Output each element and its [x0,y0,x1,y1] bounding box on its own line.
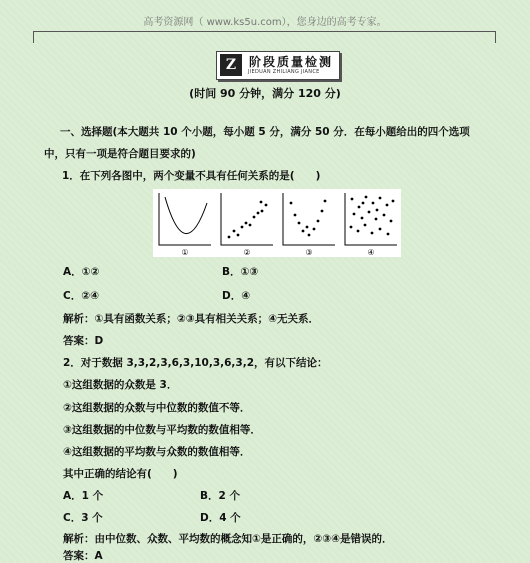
banner-logo: Z [220,54,242,76]
q1-option-a: A．①② [63,266,100,278]
plot4-axes [345,193,397,245]
plot3-axes [283,193,335,245]
site-header: 高考资源网（ www.ks5u.com），您身边的高考专家。 [143,17,387,28]
plot-label-2: ② [243,248,251,257]
q1-option-b: B．①③ [222,266,259,278]
q2-option-d: D．4 个 [200,512,241,524]
title-banner [216,51,340,80]
q2-option-c: C．3 个 [63,512,103,524]
q2-answer: 答案：A [63,550,103,562]
banner-title: 阶段质量检测 [249,55,334,69]
q2-stem: 2．对于数据 3,3,2,3,6,3,10,3,6,3,2，有以下结论： [63,357,328,369]
q1-analysis: 解析：①具有函数关系；②③具有相关关系；④无关系． [63,313,320,325]
q2-question: 其中正确的结论有( ) [63,468,178,480]
scatter-plots-svg [153,189,401,257]
plot-label-4: ④ [367,248,375,257]
corner-mark-right [483,31,496,43]
q1-figure [153,189,401,257]
plot-label-1: ① [181,248,189,257]
corner-mark-left [33,31,46,43]
q1-option-d: D．④ [222,290,251,302]
section-heading-line2: 中，只有一项是符合题目要求的) [44,148,196,160]
q1-option-c: C．②④ [63,290,99,302]
time-note: (时间 90 分钟，满分 120 分) [189,87,341,100]
q1-stem: 1．在下列各图中，两个变量不具有任何关系的是( ) [62,170,321,182]
q2-conclusion-2: ②这组数据的众数与中位数的数值不等． [63,402,251,414]
plot-label-3: ③ [305,248,313,257]
q1-answer: 答案：D [63,335,104,347]
section-heading-line1: 一、选择题(本大题共 10 个小题，每小题 5 分，满分 50 分．在每小题给出的四个选项 [60,126,470,138]
q2-option-a: A．1 个 [63,490,104,502]
plot1-curve [165,197,207,234]
header-rule [33,31,495,32]
banner-subtitle: JIEDUAN ZHILIANG JIANCE [248,69,320,75]
q2-conclusion-4: ④这组数据的平均数与众数的数值相等． [63,446,251,458]
q2-analysis: 解析：由中位数、众数、平均数的概念知①是正确的，②③④是错误的． [63,533,393,545]
q2-conclusion-1: ①这组数据的众数是 3． [63,379,178,391]
plot1-axes [159,193,211,245]
q2-conclusion-3: ③这组数据的中位数与平均数的数值相等． [63,424,261,436]
q2-option-b: B．2 个 [200,490,240,502]
